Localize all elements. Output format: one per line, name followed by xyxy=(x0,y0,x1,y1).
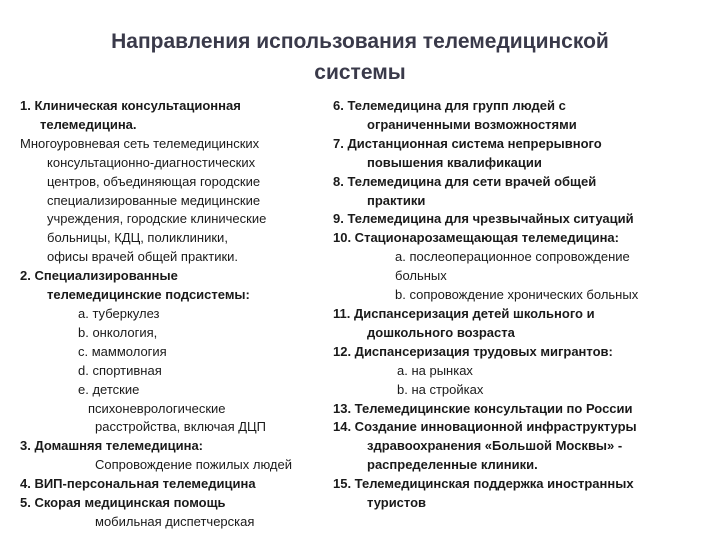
list-item: мобильная диспетчерская xyxy=(95,513,255,529)
list-item: распределенные клиники. xyxy=(367,457,538,473)
list-item: e. детские xyxy=(78,381,140,397)
list-item: расстройства, включая ДЦП xyxy=(95,419,267,435)
list-item: больницы, КДЦ, поликлиники, xyxy=(47,230,228,246)
list-item: психоневрологические xyxy=(88,400,226,416)
list-item: Многоуровневая сеть телемедицинских xyxy=(20,135,260,151)
list-item: повышения квалификации xyxy=(367,154,542,170)
list-item: 4. ВИП-персональная телемедицина xyxy=(20,476,256,492)
list-item: b. онкология, xyxy=(78,324,158,340)
page-title xyxy=(40,26,680,88)
list-item: специализированные медицинские xyxy=(47,192,261,208)
list-item: a. туберкулез xyxy=(78,305,160,321)
list-item: 13. Телемедицинские консультации по России xyxy=(333,400,633,416)
list-item: 10. Стационарозамещающая телемедицина: xyxy=(333,230,619,246)
list-item: офисы врачей общей практики. xyxy=(47,249,239,265)
list-item: 11. Диспансеризация детей школьного и xyxy=(333,305,595,321)
list-item: телемедицина. xyxy=(40,116,137,132)
list-item: b. на стройках xyxy=(397,381,484,397)
list-item: туристов xyxy=(367,495,427,511)
list-item: Сопровождение пожилых людей xyxy=(95,457,293,473)
list-item: 1. Клиническая консультационная xyxy=(20,98,241,113)
title-line-1: Направления использования телемедицинской xyxy=(111,30,609,53)
list-item: телемедицинские подсистемы: xyxy=(47,287,250,303)
list-item: 8. Телемедицина для сети врачей общей xyxy=(333,173,597,189)
list-item: учреждения, городские клинические xyxy=(47,211,267,227)
list-item: 14. Создание инновационной инфраструктуры xyxy=(333,419,637,435)
list-item: здравоохранения «Большой Москвы» - xyxy=(367,438,623,454)
list-item: 3. Домашняя телемедицина: xyxy=(20,438,204,454)
right-column xyxy=(333,97,720,513)
list-item: консультационно-диагностических xyxy=(47,154,256,170)
title-line-2: системы xyxy=(314,61,406,84)
list-item: больных xyxy=(395,268,447,284)
list-item: 15. Телемедицинская поддержка иностранных xyxy=(333,476,634,492)
list-item: 6. Телемедицина для групп людей с xyxy=(333,98,566,113)
list-item: a. на рынках xyxy=(397,362,473,378)
list-item: дошкольного возраста xyxy=(367,324,515,340)
list-item: 5. Скорая медицинская помощь xyxy=(20,495,226,511)
list-item: d. спортивная xyxy=(78,362,162,378)
list-item: 9. Телемедицина для чрезвычайных ситуаций xyxy=(333,211,634,227)
list-item: 2. Специализированные xyxy=(20,268,178,284)
list-item: b. сопровождение хронических больных xyxy=(395,287,639,303)
list-item: ограниченными возможностями xyxy=(367,116,577,132)
list-item: 7. Дистанционная система непрерывного xyxy=(333,135,602,151)
list-item: практики xyxy=(367,192,426,208)
list-item: a. послеоперационное сопровождение xyxy=(395,249,630,265)
left-column xyxy=(20,97,332,532)
list-item: 12. Диспансеризация трудовых мигрантов: xyxy=(333,343,613,359)
list-item: центров, объединяющая городские xyxy=(47,173,261,189)
list-item: c. маммология xyxy=(78,343,167,359)
